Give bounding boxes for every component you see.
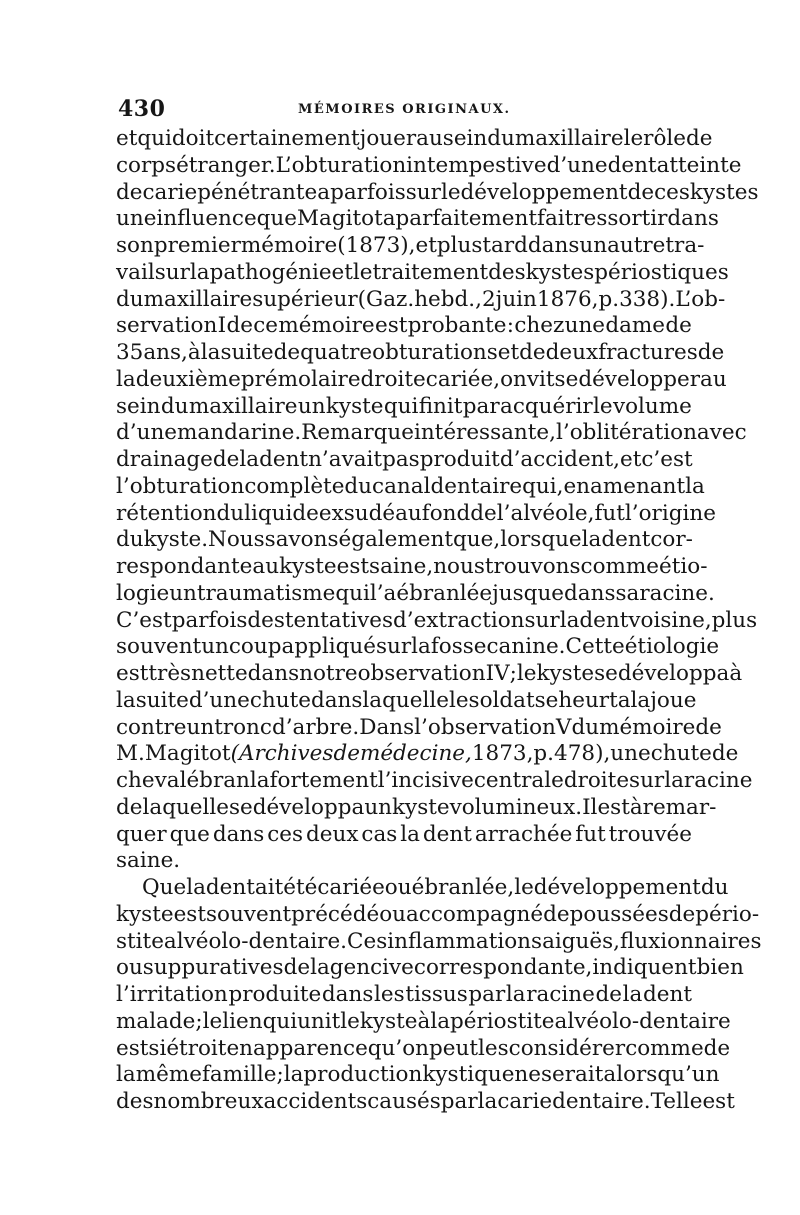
text-line: souvent un coup appliqué sur la fosse canine. Cette étiologie <box>116 634 720 660</box>
text-line: du kyste. Nous savons également que, lorsque la dent cor- <box>116 527 693 553</box>
text-line: kyste est souvent précédé ou accompagné de poussées de pério- <box>116 901 760 927</box>
body-text <box>116 126 762 1116</box>
text-line: la suite d’une chute dans laquelle le soldat se heurta la joue <box>116 687 697 713</box>
text-line: son premier mémoire (1873), et plus tard dans un autre tra- <box>116 233 705 258</box>
text-line: M. Magitot (Archives de médecine, 1873, p. 478), une chute de <box>116 741 739 767</box>
text-line: est si étroit en apparence qu’on peut les considérer comme de <box>116 1035 731 1061</box>
text-line: corps étranger. L’obturation intempestive d’une dent atteinte <box>116 152 742 178</box>
text-line: logie un traumatisme qui l’a ébranlée jusque dans sa racine. <box>116 580 715 606</box>
text-line: drainage de la dent n’avait pas produit d’accident, et c’est <box>116 447 693 472</box>
text-line: une influence que Magitot a parfaitement fait ressortir dans <box>116 206 719 232</box>
text-line: rétention du liquide exsudé au fond de l’alvéole, fut l’origine <box>116 500 716 526</box>
text-line: de laquelle se développa un kyste volumineux. Il est à remar- <box>116 794 717 820</box>
text-line: vail sur la pathogénie et le traitement des kystes périostiques <box>116 259 729 285</box>
text-line: 35 ans, à la suite de quatre obturations et de deux fractures de <box>116 340 725 365</box>
text-line: sein du maxillaire un kyste qui finit par acquérir le volume <box>116 393 692 419</box>
running-title: MÉMOIRES ORIGINAUX. <box>298 102 511 117</box>
text-line: contre un tronc d’arbre. Dans l’observation V du mémoire de <box>116 714 722 740</box>
text-line: respondante au kyste est saine, nous trouvons comme étio- <box>116 554 708 579</box>
text-line: Que la dent ait été cariée ou ébranlée, le développement du <box>142 875 729 900</box>
page-header <box>118 96 686 124</box>
text-line: la même famille ; la production kystique ne serait alors qu’un <box>116 1062 720 1088</box>
text-line: l’irritation produite dans les tissus par la racine de la dent <box>116 982 692 1007</box>
text-line: ou suppuratives de la gencive correspondante, indiquent bien <box>116 955 744 981</box>
text-line: d’une mandarine. Remarque intéressante, l’oblitération avec <box>116 420 747 446</box>
text-line: est très nette dans notre observation IV ; le kyste se développa à <box>116 661 743 686</box>
page-number: 430 <box>118 96 166 122</box>
text-line: quer que dans ces deux cas la dent arrachée fut trouvée <box>116 821 692 847</box>
text-line: stite alvéolo-dentaire. Ces inflammations aiguës, fluxionnaires <box>116 928 762 954</box>
text-line: malade ; le lien qui unit le kyste à la périostite alvéolo-dentaire <box>116 1008 731 1034</box>
text-line: l’obturation complète du canal dentaire qui, en amenant la <box>116 473 705 499</box>
text-line: de carie pénétrante a parfois sur le développement de ces kystes <box>116 179 759 205</box>
text-line: et qui doit certainement jouer au sein du maxillaire le rôle de <box>116 126 713 151</box>
text-line: saine. <box>116 848 181 874</box>
text-line: cheval ébranla fortement l’incisive centrale droite sur la racine <box>116 768 753 793</box>
text-line: du maxillaire supérieur (Gaz. hebd., 2 juin 1876, p. 338). L’ob- <box>116 286 726 312</box>
text-line: C’est parfois des tentatives d’extraction sur la dent voisine, plus <box>116 607 758 633</box>
text-line: servation I de ce mémoire est probante : chez une dame de <box>116 313 692 339</box>
text-line: la deuxième prémolaire droite cariée, on vit se développer au <box>116 366 727 392</box>
text-line: des nombreux accidents causés par la carie dentaire. Telle est <box>116 1089 735 1114</box>
